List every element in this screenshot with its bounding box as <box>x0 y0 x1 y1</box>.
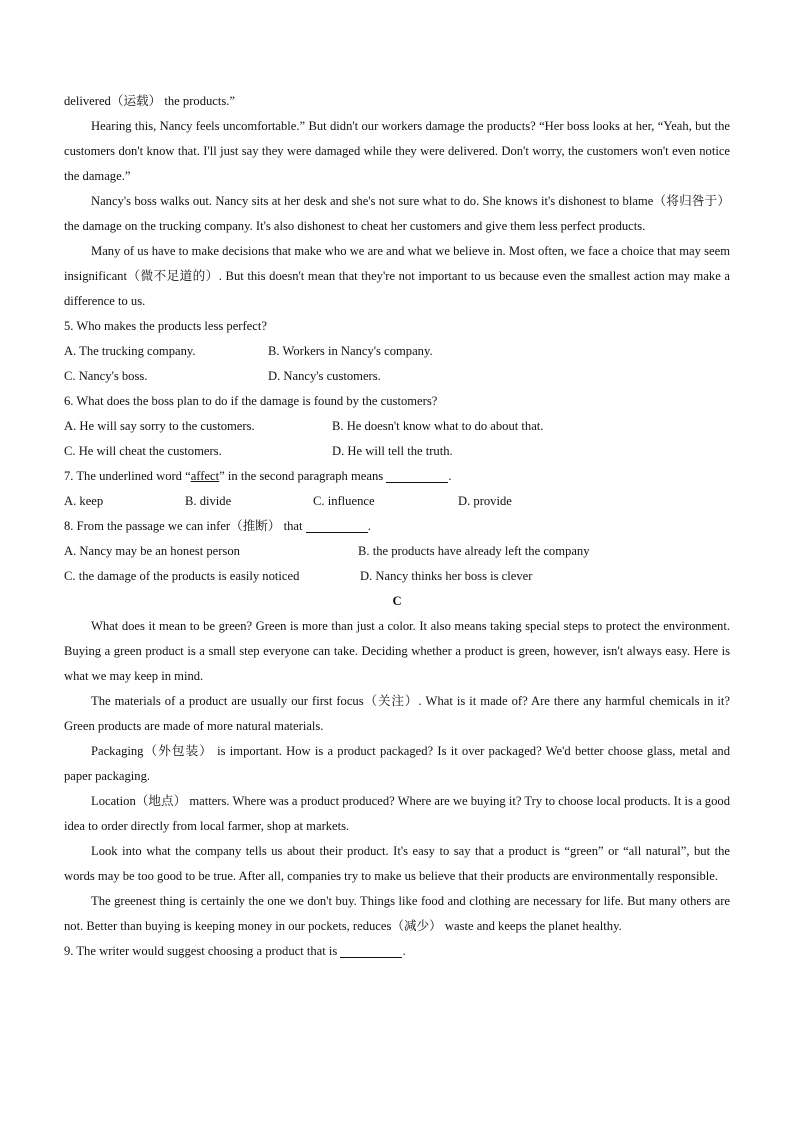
question-8-options-row-1 <box>64 539 730 564</box>
question-7-options-row <box>64 489 730 514</box>
passage-c-paragraph-4: Location（地点） matters. Where was a product produced? Where are we buying it? Try to choose local products. It is a good idea to order directly from local farmer, shop at markets. <box>64 794 730 833</box>
question-5-stem: 5. Who makes the products less perfect? <box>64 319 267 333</box>
question-6-option-d[interactable]: D. He will tell the truth. <box>332 444 453 458</box>
question-8-options-row-2 <box>64 564 730 589</box>
question-7-option-a[interactable]: A. keep <box>64 494 104 508</box>
question-5-option-a[interactable]: A. The trucking company. <box>64 344 196 358</box>
question-9-stem-end: . <box>402 944 406 958</box>
question-8-option-a[interactable]: A. Nancy may be an honest person <box>64 544 240 558</box>
question-7-option-c[interactable]: C. influence <box>313 494 375 508</box>
question-7-stem <box>64 464 730 489</box>
question-6-options-row-2 <box>64 439 730 464</box>
question-5-options-row-2 <box>64 364 730 389</box>
question-7-stem-start: 7. The underlined word “ <box>64 469 191 483</box>
question-7-option-d[interactable]: D. provide <box>458 494 512 508</box>
passage-b-paragraph-0: delivered（运载） the products.” <box>64 94 236 108</box>
question-5-option-c[interactable]: C. Nancy's boss. <box>64 369 148 383</box>
answer-blank[interactable] <box>340 943 402 958</box>
question-7-stem-end: . <box>448 469 452 483</box>
question-6-options-row-1 <box>64 414 730 439</box>
question-5-option-b[interactable]: B. Workers in Nancy's company. <box>268 344 433 358</box>
answer-blank[interactable] <box>386 468 448 483</box>
underlined-word-affect: affect <box>190 469 220 483</box>
question-5-option-d[interactable]: D. Nancy's customers. <box>268 369 381 383</box>
question-8-option-c[interactable]: C. the damage of the products is easily noticed <box>64 569 300 583</box>
question-6-option-c[interactable]: C. He will cheat the customers. <box>64 444 222 458</box>
question-8-option-d[interactable]: D. Nancy thinks her boss is clever <box>360 569 533 583</box>
answer-blank[interactable] <box>306 518 368 533</box>
question-7-stem-middle: ” in the second paragraph means <box>219 469 384 483</box>
passage-c-paragraph-1: What does it mean to be green? Green is more than just a color. It also means taking special steps to protect the environment. Buying a green product is a small step everyone can take. Deciding whether a product is green, however, isn't always easy. Here is what we may keep in mind. <box>64 619 730 683</box>
question-6-option-b[interactable]: B. He doesn't know what to do about that. <box>332 419 544 433</box>
passage-c-paragraph-3: Packaging（外包装） is important. How is a product packaged? Is it over packaged? We'd better choose glass, metal and paper packaging. <box>64 744 730 783</box>
question-8-stem-end: . <box>367 519 371 533</box>
document-page <box>64 89 730 964</box>
passage-c-paragraph-5: Look into what the company tells us about their product. It's easy to say that a product is “green” or “all natural”, but the words may be too good to be true. After all, companies try to make us believe that their products are environmentally responsible. <box>64 844 730 883</box>
passage-c-paragraph-6: The greenest thing is certainly the one we don't buy. Things like food and clothing are necessary for life. But many others are not. Better than buying is keeping money in our pockets, reduces（减少） waste and keeps the planet healthy. <box>64 894 730 933</box>
question-7-option-b[interactable]: B. divide <box>185 494 232 508</box>
question-9-stem-text: 9. The writer would suggest choosing a product that is <box>64 944 338 958</box>
question-6-option-a[interactable]: A. He will say sorry to the customers. <box>64 419 255 433</box>
passage-c-paragraph-2: The materials of a product are usually our first focus（关注）. What is it made of? Are there any harmful chemicals in it? Green products are made of more natural materials. <box>64 694 730 733</box>
question-9-stem <box>64 939 730 964</box>
passage-b-paragraph-3: Many of us have to make decisions that make who we are and what we believe in. Most often, we face a choice that may seem insignificant（微不足道的）. But this doesn't mean that they're not important to us because even the smallest action may make a difference to us. <box>64 244 730 308</box>
passage-b-paragraph-2: Nancy's boss walks out. Nancy sits at her desk and she's not sure what to do. She knows it's dishonest to blame（将归咎于） the damage on the trucking company. It's also dishonest to cheat her customers and give them less perfect products. <box>64 194 730 233</box>
question-8-stem <box>64 514 730 539</box>
question-5-options-row-1 <box>64 339 730 364</box>
passage-b-paragraph-1: Hearing this, Nancy feels uncomfortable.” But didn't our workers damage the products? “Her boss looks at her, “Yeah, but the customers don't know that. I'll just say they were damaged while they were delivered. Don't worry, the customers won't even notice the damage.” <box>64 119 730 183</box>
question-8-stem-start: 8. From the passage we can infer（推断） that <box>64 519 303 533</box>
question-6-stem: 6. What does the boss plan to do if the damage is found by the customers? <box>64 394 438 408</box>
section-heading: C <box>392 594 402 608</box>
question-8-option-b[interactable]: B. the products have already left the company <box>358 544 590 558</box>
